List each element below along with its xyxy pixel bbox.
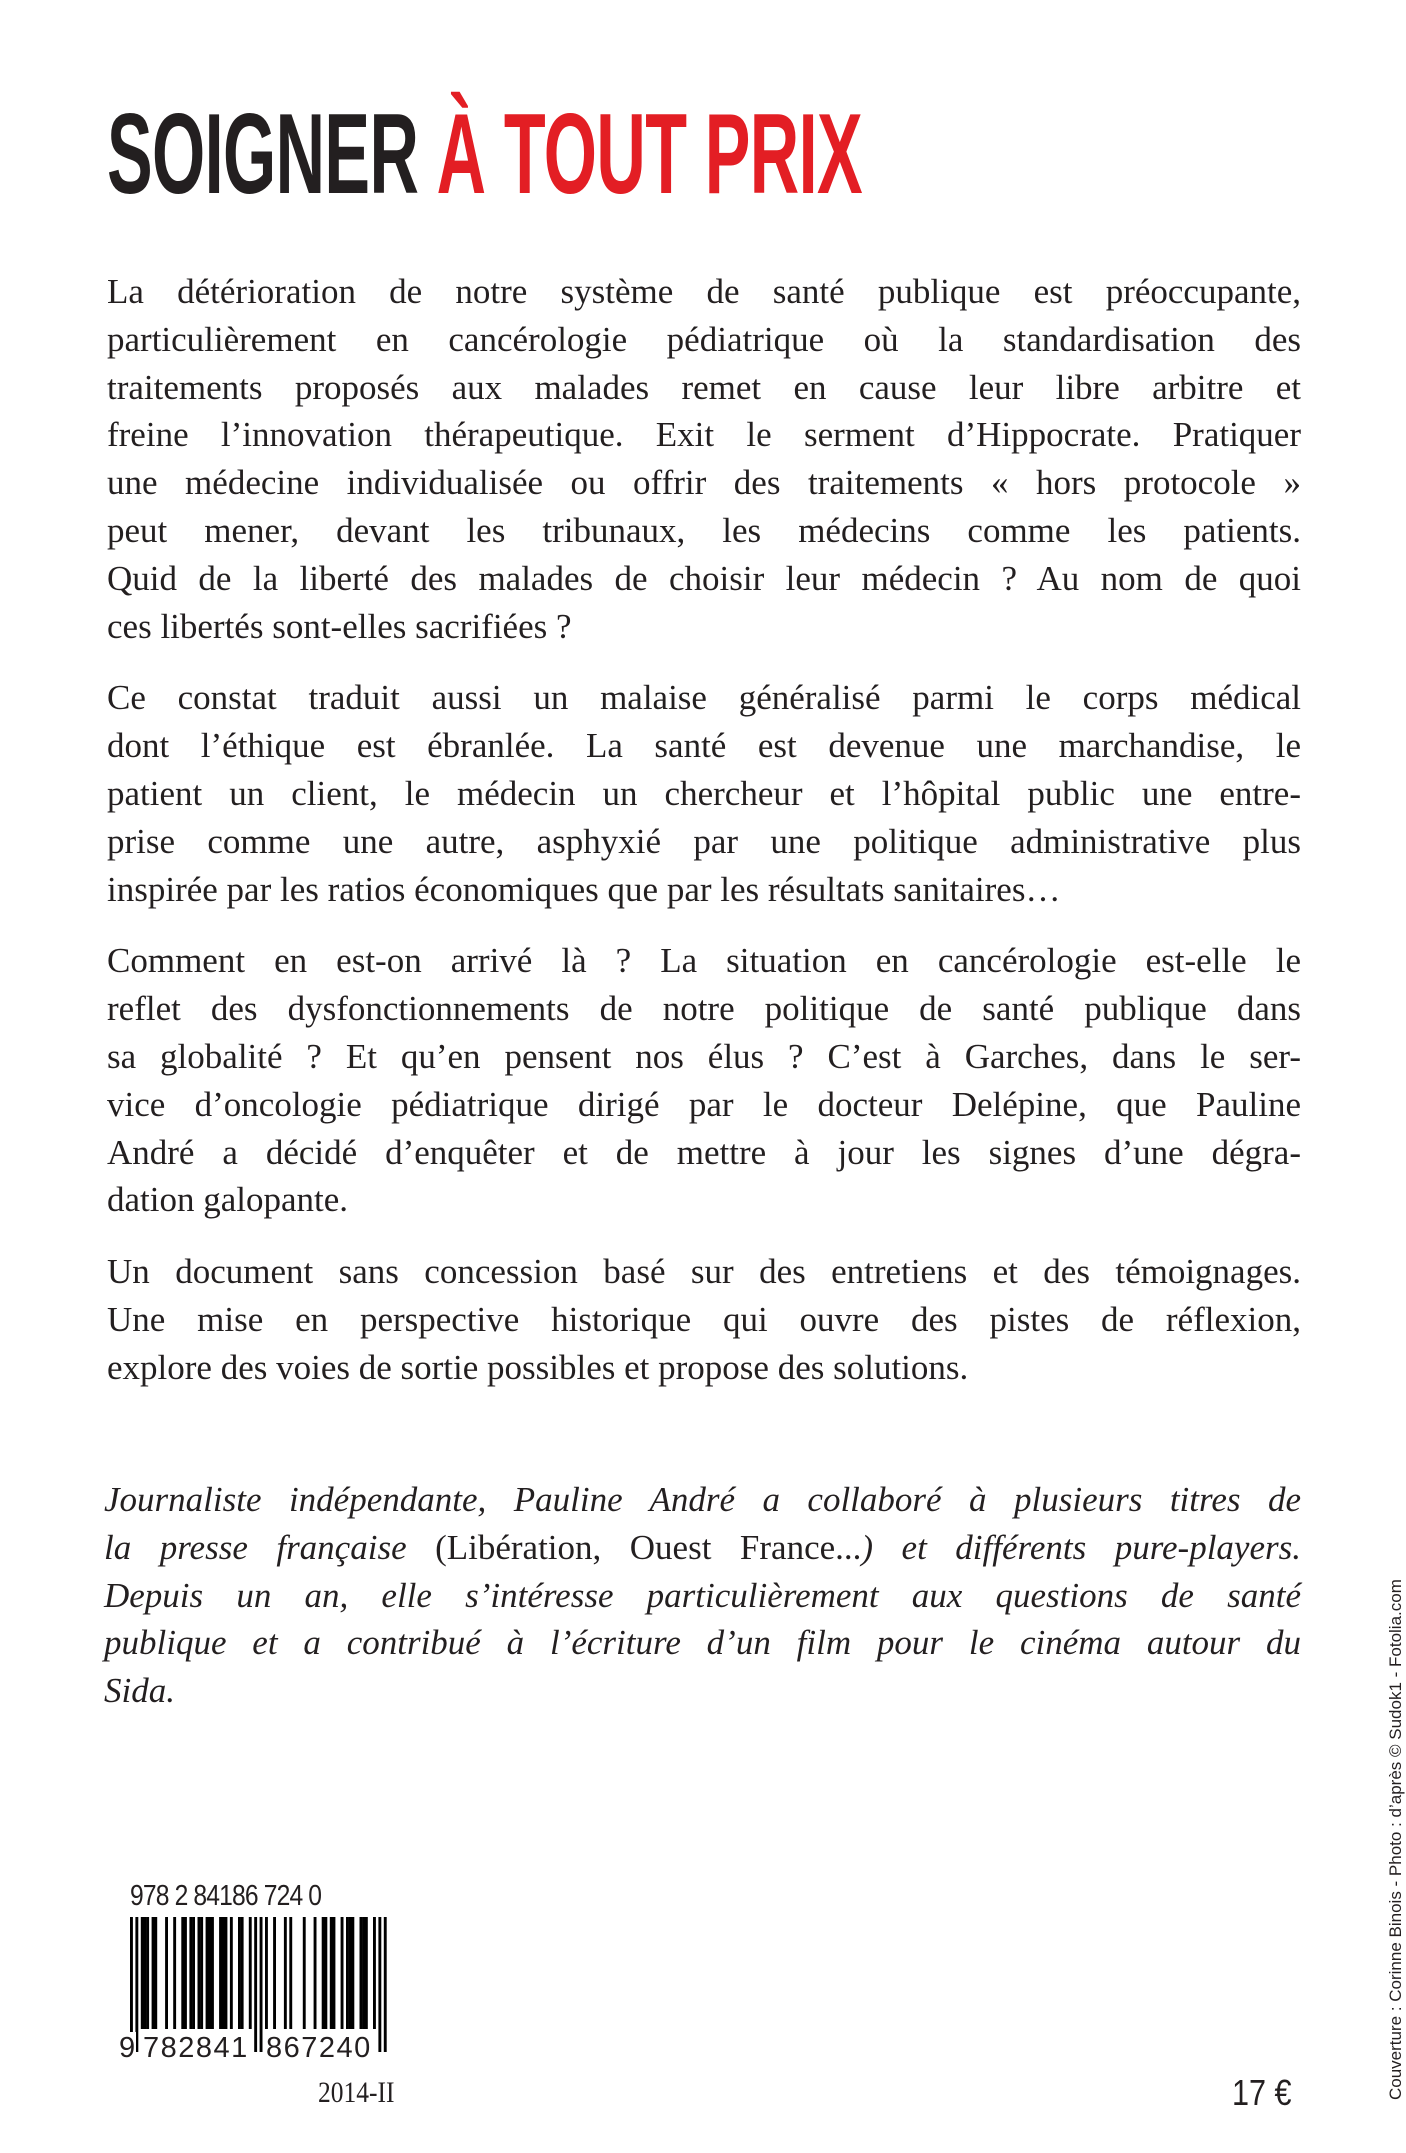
text-line: Une mise en perspective historique qui ouvre des pistes de réflexion, <box>107 1299 1301 1339</box>
barcode-bar <box>260 1917 263 2052</box>
barcode-bar <box>265 1917 268 2029</box>
barcode-bar <box>146 1917 149 2029</box>
barcode-bar <box>165 1917 168 2029</box>
text-line: Quid de la liberté des malades de choisir leur médecin ? Au nom de quoi <box>107 558 1301 598</box>
text-line: André a décidé d’enquêter et de mettre à jour les signes d’une dégra- <box>107 1132 1301 1172</box>
barcode-bar <box>208 1917 211 2029</box>
barcode-bar <box>181 1917 184 2029</box>
barcode-bar <box>373 1917 376 2029</box>
text-line: prise comme une autre, asphyxié par une politique administrative plus <box>107 821 1301 861</box>
barcode-bar <box>141 1917 144 2029</box>
barcode-bar <box>192 1917 195 2029</box>
text-line: sa globalité ? Et qu’en pensent nos élus ? C’est à Garches, dans le ser- <box>107 1036 1301 1076</box>
text-line: vice d’oncologie pédiatrique dirigé par le docteur Delépine, que Pauline <box>107 1084 1301 1124</box>
barcode-bar <box>362 1917 365 2029</box>
barcode-bar <box>351 1917 354 2029</box>
blurb <box>107 268 1301 1416</box>
text-line: reflet des dysfonctionnements de notre politique de santé publique dans <box>107 989 1301 1029</box>
barcode-bar <box>303 1917 306 2029</box>
text-line: Comment en est-on arrivé là ? La situation en cancérologie est-elle le <box>107 941 1301 981</box>
barcode-bar <box>314 1917 317 2029</box>
isbn-text: 978 2 84186 724 0 <box>130 1880 322 1912</box>
paragraph-4 <box>107 1248 1301 1391</box>
barcode-bar <box>378 1917 381 2052</box>
barcode-bar <box>211 1917 214 2029</box>
text-line: explore des voies de sortie possibles et propose des solutions. <box>107 1347 969 1387</box>
barcode-bar <box>273 1917 276 2029</box>
barcode-bar <box>200 1917 203 2029</box>
barcode-bar <box>225 1917 228 2029</box>
text-line: Un document sans concession basé sur des entretiens et des témoignages. <box>107 1252 1301 1292</box>
barcode-bar <box>324 1917 327 2029</box>
paragraph-3 <box>107 937 1301 1224</box>
price: 17 € <box>1232 2072 1292 2113</box>
text-line: traitements proposés aux malades remet en cause leur libre arbitre et <box>107 367 1301 407</box>
barcode-bar <box>349 1917 352 2029</box>
barcode-bar <box>365 1917 368 2029</box>
barcode-bar <box>360 1917 363 2029</box>
barcode-bar <box>206 1917 209 2029</box>
barcode-first-digit: 9 <box>119 2032 136 2064</box>
barcode-bar <box>322 1917 325 2029</box>
barcode-bar <box>330 1917 333 2029</box>
paragraph-2 <box>107 674 1301 913</box>
text-line: peut mener, devant les tribunaux, les médecins comme les patients. <box>107 510 1301 550</box>
text-line: dont l’éthique est ébranlée. La santé est devenue une marchandise, le <box>107 726 1301 766</box>
barcode-bar <box>198 1917 201 2029</box>
edition-code: 2014-II <box>318 2076 395 2109</box>
barcode-bar <box>152 1917 155 2029</box>
barcode-bar <box>173 1917 176 2029</box>
bio-line: publique et a contribué à l’écriture d’un film pour le cinéma autour du <box>104 1623 1301 1663</box>
book-title <box>107 91 863 218</box>
text-line: La détérioration de notre système de santé publique est préoccupante, <box>107 272 1301 311</box>
text-line: inspirée par les ratios économiques que par les résultats sanitaires… <box>107 869 1061 909</box>
bio-line: Depuis un an, elle s’intéresse particulièrement aux questions de santé <box>104 1575 1301 1615</box>
bio-line: Journaliste indépendante, Pauline André a collaboré à plusieurs titres de <box>104 1480 1301 1519</box>
bio-line <box>104 1524 1301 1572</box>
barcode-bar <box>346 1917 349 2029</box>
barcode-bar <box>333 1917 336 2029</box>
text-line: une médecine individualisée ou offrir des traitements « hors protocole » <box>107 463 1301 503</box>
barcode-left-digits: 782841 <box>143 2032 249 2064</box>
text-line: patient un client, le médecin un chercheur et l’hôpital public une entre- <box>107 773 1301 813</box>
text-line: Ce constat traduit aussi un malaise généralisé parmi le corps médical <box>107 678 1301 718</box>
text-line: dation galopante. <box>107 1180 349 1220</box>
barcode-bar <box>144 1917 147 2029</box>
barcode-bar <box>154 1917 157 2029</box>
barcode-bar <box>184 1917 187 2029</box>
barcode-bar <box>241 1917 244 2029</box>
barcode-bar <box>289 1917 292 2029</box>
bio-text: la presse française <box>104 1527 436 1567</box>
paragraph-1 <box>107 268 1301 650</box>
bio-text: ) et différents pure-players. <box>861 1527 1301 1567</box>
barcode-bar <box>254 1917 257 2052</box>
barcode-bar <box>189 1917 192 2029</box>
author-bio <box>104 1476 1301 1715</box>
barcode-bar <box>249 1917 252 2029</box>
cover-credit: Couverture : Corinne Binois - Photo : d’après © Sudok1 - Fotolia.com <box>1386 1579 1405 2100</box>
text-line: particulièrement en cancérologie pédiatrique où la standardisation des <box>107 319 1301 359</box>
barcode-bar <box>284 1917 287 2029</box>
barcode-bar <box>341 1917 344 2029</box>
barcode-right-digits: 867240 <box>266 2032 372 2064</box>
bio-text-upright: (Libération, Ouest France... <box>435 1527 862 1567</box>
barcode-bar <box>384 1917 387 2052</box>
barcode-bar <box>222 1917 225 2029</box>
title-part-red: À TOUT PRIX <box>436 91 863 218</box>
bio-line: Sida. <box>104 1671 175 1711</box>
barcode-bar <box>219 1917 222 2029</box>
title-part-black: SOIGNER <box>107 91 437 218</box>
text-line: freine l’innovation thérapeutique. Exit le serment d’Hippocrate. Pratiquer <box>107 415 1301 455</box>
text-line: ces libertés sont-elles sacrifiées ? <box>107 606 572 646</box>
barcode-bar <box>238 1917 241 2029</box>
barcode-bar <box>230 1917 233 2029</box>
